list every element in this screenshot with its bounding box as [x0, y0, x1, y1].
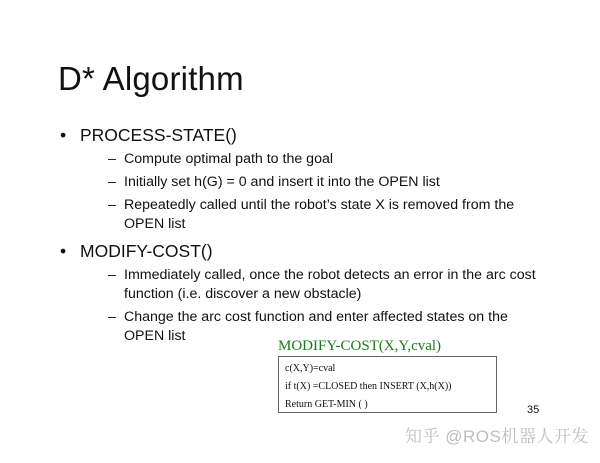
- sub-item: [80, 173, 540, 192]
- dash-mark: –: [108, 309, 116, 325]
- bullet-text: MODIFY-COST(): [80, 241, 213, 261]
- sub-item-text: Immediately called, once the robot detects an error in the arc cost function (i.e. discover a new obstacle): [124, 267, 536, 302]
- dash-mark: –: [108, 197, 116, 213]
- bullet-text: PROCESS-STATE(): [80, 125, 237, 145]
- code-line: Return GET-MIN ( ): [285, 399, 368, 410]
- bullet-dot: •: [60, 241, 67, 261]
- watermark: 知乎 @ROS机器人开发: [405, 427, 589, 446]
- bullet-modify-cost: [60, 240, 540, 346]
- slide-title: D* Algorithm: [58, 60, 244, 97]
- sub-item: [80, 266, 540, 304]
- dash-mark: –: [108, 151, 116, 167]
- sub-item-text: Initially set h(G) = 0 and insert it into the OPEN list: [124, 174, 440, 190]
- bullet-process-state: [60, 124, 540, 234]
- code-caption: MODIFY-COST(X,Y,cval): [278, 338, 442, 354]
- dash-mark: –: [108, 174, 116, 190]
- sub-item-text: Change the arc cost function and enter affected states on the OPEN list: [124, 309, 508, 344]
- code-line: if t(X) =CLOSED then INSERT (X,h(X)): [285, 381, 452, 392]
- page-number: 35: [527, 404, 540, 416]
- bullet-list: [60, 124, 540, 350]
- pseudocode-box: [278, 356, 497, 413]
- sub-list: [80, 266, 540, 346]
- sub-item-text: Repeatedly called until the robot’s state X is removed from the OPEN list: [124, 197, 515, 232]
- code-line: c(X,Y)=cval: [285, 363, 336, 374]
- sub-list: [80, 150, 540, 234]
- sub-item: [80, 150, 540, 169]
- bullet-dot: •: [60, 125, 67, 145]
- dash-mark: –: [108, 267, 116, 283]
- sub-item: [80, 196, 540, 234]
- sub-item-text: Compute optimal path to the goal: [124, 151, 334, 167]
